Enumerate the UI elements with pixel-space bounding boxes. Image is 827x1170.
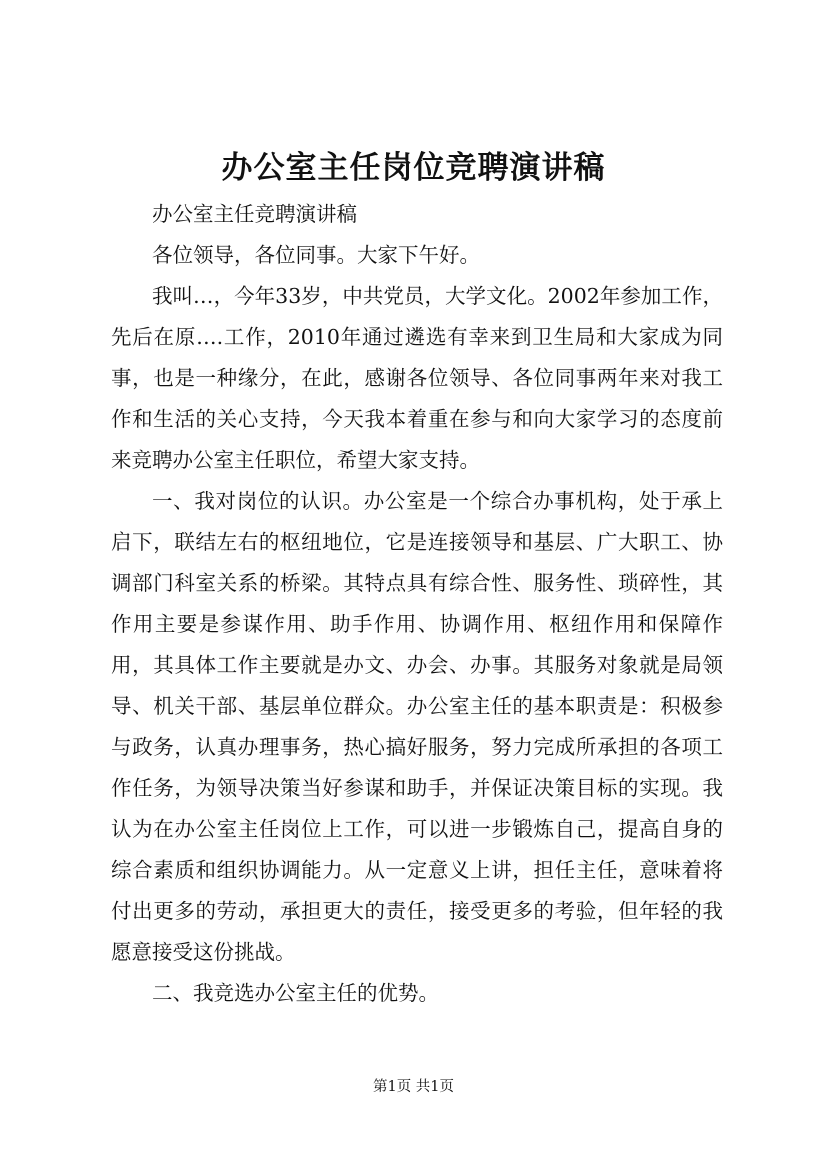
paragraph-advantages-heading: 二、我竞选办公室主任的优势。	[152, 981, 439, 1005]
page-footer: 第1页 共1页	[372, 1079, 455, 1095]
paragraph-subtitle: 办公室主任竞聘演讲稿	[152, 202, 357, 226]
paragraph-greeting: 各位领导，各位同事。大家下午好。	[152, 243, 480, 267]
document-body	[111, 194, 723, 1014]
paragraph-role-understanding: 一、我对岗位的认识。办公室是一个综合办事机构，处于承上启下，联结左右的枢纽地位，它是连接领导和基层、广大职工、协调部门科室关系的桥梁。其特点具有综合性、服务性、琐碎性，其作用主要是参谋作用、助手作用、协调作用、枢纽作用和保障作用，其具体工作主要就是办文、办会、办事。其服务对象就是局领导、机关干部、基层单位群众。办公室主任的基本职责是：积极参与政务，认真办理事务，热心搞好服务，努力完成所承担的各项工作任务，为领导决策当好参谋和助手，并保证决策目标的实现。我认为在办公室主任岗位上工作，可以进一步锻炼自己，提高自身的综合素质和组织协调能力。从一定意义上讲，担任主任，意味着将付出更多的劳动，承担更大的责任，接受更多的考验，但年轻的我愿意接受这份挑战。	[111, 489, 723, 964]
document-title: 办公室主任岗位竞聘演讲稿	[221, 150, 606, 186]
paragraph-introduction: 我叫…，今年33岁，中共党员，大学文化。2002年参加工作，先后在原….工作，2010年通过遴选有幸来到卫生局和大家成为同事，也是一种缘分，在此，感谢各位领导、各位同事两年来对我工作和生活的关心支持，今天我本着重在参与和向大家学习的态度前来竞聘办公室主任职位，希望大家支持。	[111, 284, 723, 472]
